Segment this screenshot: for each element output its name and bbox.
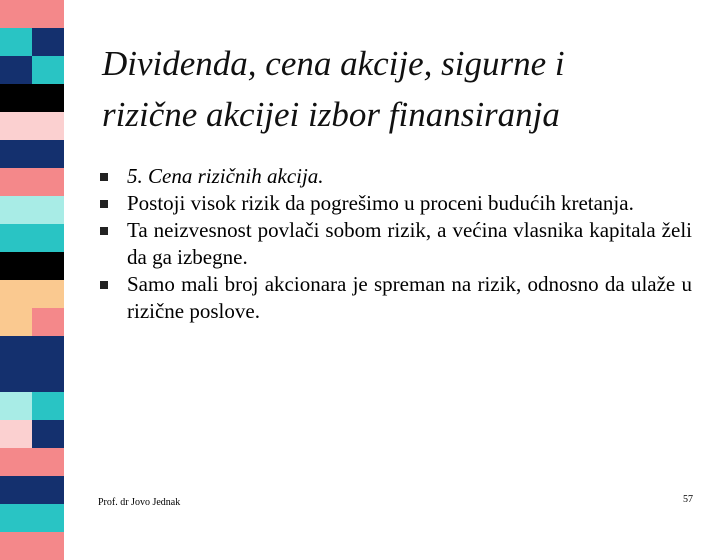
- square-bullet-icon: [100, 281, 108, 289]
- bullet-text: Ta neizvesnost povlači sobom rizik, a većina vlasnika kapitala želi da ga izbegne.: [127, 218, 692, 269]
- bullet-item: [96, 163, 692, 190]
- bullet-text: Samo mali broj akcionara je spreman na rizik, odnosno da ulaže u rizične poslove.: [127, 272, 692, 323]
- square-bullet-icon: [100, 200, 108, 208]
- square-bullet-icon: [100, 227, 108, 235]
- title-line-2: rizične akcijei izbor finansiranja: [102, 95, 560, 134]
- title-line-1: Dividenda, cena akcije, sigurne i: [102, 44, 565, 83]
- page-number: 57: [683, 494, 693, 505]
- bullet-list: [96, 163, 692, 325]
- decorative-stripe: [0, 0, 70, 540]
- slide-title: [102, 38, 702, 140]
- bullet-item: [96, 271, 692, 325]
- bullet-item: [96, 217, 692, 271]
- square-bullet-icon: [100, 173, 108, 181]
- bullet-text: 5. Cena rizičnih akcija.: [127, 164, 324, 188]
- bullet-text: Postoji visok rizik da pogrešimo u proceni budućih kretanja.: [127, 191, 634, 215]
- bullet-item: [96, 190, 692, 217]
- footer-author: Prof. dr Jovo Jednak: [98, 497, 181, 508]
